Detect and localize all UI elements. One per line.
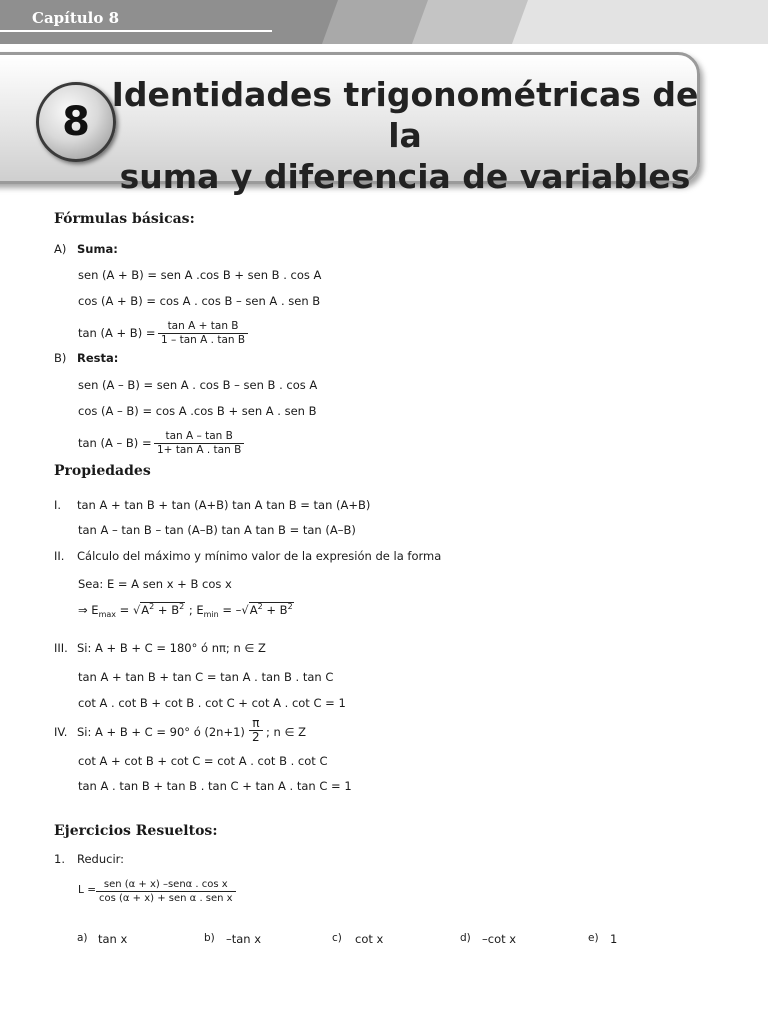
item-label: I. [54, 498, 62, 512]
property-line: tan A – tan B – tan (A–B) tan A tan B = tan (A–B) [78, 523, 356, 537]
fraction [154, 430, 244, 457]
chapter-title-line: Identidades trigonométricas de la [111, 75, 699, 155]
formula-lhs: tan (A – B) = [78, 436, 152, 450]
answer-option-label: d) [460, 932, 471, 944]
fraction [158, 320, 248, 347]
item-label: B) [54, 351, 67, 365]
section-heading-exercises: Ejercicios Resueltos: [54, 823, 218, 839]
property-line: ; n ∈ Z [266, 725, 307, 739]
question-text: Reducir: [77, 852, 125, 866]
subsection-title: Resta: [77, 351, 119, 365]
formula-line: sen (A – B) = sen A . cos B – sen B . cos A [78, 378, 318, 392]
fraction [249, 717, 263, 744]
answer-option-label: c) [332, 932, 342, 944]
property-line: Cálculo del máximo y mínimo valor de la expresión de la forma [77, 549, 442, 563]
denominator: 2 [252, 730, 260, 744]
property-line: Sea: E = A sen x + B cos x [78, 577, 232, 591]
answer-option: –tan x [226, 932, 262, 946]
section-heading-properties: Propiedades [54, 463, 151, 479]
answer-option: –cot x [482, 932, 517, 946]
item-label: III. [54, 641, 68, 655]
chapter-number: 8 [62, 99, 90, 145]
chapter-title [110, 74, 700, 197]
formula-lhs: L = [78, 884, 96, 896]
item-label: 1. [54, 852, 65, 866]
chapter-title-line: suma y diferencia de variables [119, 157, 691, 196]
answer-option: tan x [98, 932, 128, 946]
answer-option: 1 [610, 932, 618, 946]
answer-option-label: e) [588, 932, 599, 944]
property-line: tan A + tan B + tan C = tan A . tan B . tan C [78, 670, 334, 684]
section-heading-formulas: Fórmulas básicas: [54, 211, 195, 227]
formula-line: cos (A – B) = cos A .cos B + sen A . sen B [78, 404, 317, 418]
page-header-bar [0, 0, 768, 44]
property-line: tan A + tan B + tan (A+B) tan A tan B = tan (A+B) [77, 498, 371, 512]
fraction [96, 878, 236, 905]
property-line: tan A . tan B + tan B . tan C + tan A . tan C = 1 [78, 779, 352, 793]
chapter-label: Capítulo 8 [32, 9, 120, 27]
header-stripe [512, 0, 768, 44]
formula-lhs: tan (A + B) = [78, 326, 156, 340]
item-label: A) [54, 242, 67, 256]
answer-option: cot x [355, 932, 384, 946]
extrema-formula: ⇒ $E_{max} = √A^2 + B^2$ ; $E_{min} = -√A^2 + B^2$ [78, 602, 293, 620]
property-line: cot A + cot B + cot C = cot A . cot B . cot C [78, 754, 328, 768]
answer-option-label: a) [77, 932, 88, 944]
formula-line: cos (A + B) = cos A . cos B – sen A . sen B [78, 294, 321, 308]
item-label: II. [54, 549, 65, 563]
property-line: cot A . cot B + cot B . cot C + cot A . cot C = 1 [78, 696, 346, 710]
subsection-title: Suma: [77, 242, 118, 256]
denominator: 1 – tan A . tan B [161, 334, 246, 346]
chapter-underline [0, 30, 272, 32]
denominator: cos (α + x) + sen α . sen x [99, 893, 233, 904]
numerator: π [249, 717, 263, 731]
denominator: 1+ tan A . tan B [157, 444, 242, 456]
numerator: sen (α + x) –senα . cos x [96, 878, 236, 892]
answer-option-label: b) [204, 932, 215, 944]
property-line: Si: A + B + C = 90° ó (2n+1) [77, 725, 245, 739]
item-label: IV. [54, 725, 68, 739]
chapter-number-badge [36, 82, 116, 162]
numerator: tan A – tan B [154, 430, 244, 444]
property-line: Si: A + B + C = 180° ó nπ; n ∈ Z [77, 641, 266, 655]
numerator: tan A + tan B [158, 320, 248, 334]
formula-line: sen (A + B) = sen A .cos B + sen B . cos A [78, 268, 322, 282]
